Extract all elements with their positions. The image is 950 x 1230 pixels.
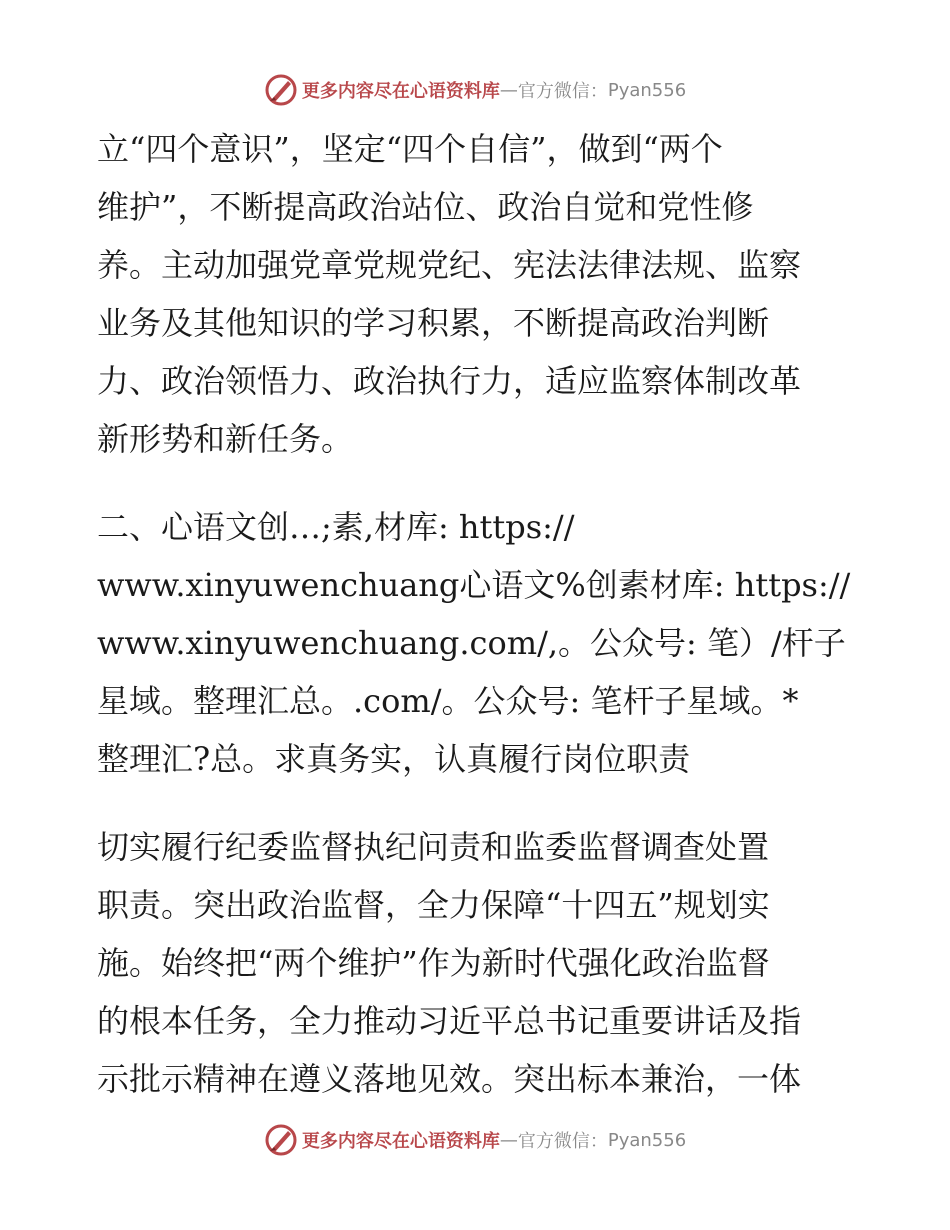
text-line: 的根本任务，全力推动习近平总书记重要讲话及指 xyxy=(97,1002,802,1040)
banner-main-text: 更多内容尽在心语资料库 xyxy=(301,81,500,102)
text-line: 职责。突出政治监督，全力保障“十四五”规划实 xyxy=(97,886,770,924)
text-line: 整理汇?总。求真务实，认真履行岗位职责 xyxy=(97,740,691,778)
text-line: 力、政治领悟力、政治执行力，适应监察体制改革 xyxy=(97,362,802,400)
pen-seal-logo-icon xyxy=(264,73,298,107)
text-line: 立“四个意识”，坚定“四个自信”，做到“两个 xyxy=(97,130,723,168)
text-line: 切实履行纪委监督执纪问责和监委监督调查处置 xyxy=(97,828,770,866)
text-line: 施。始终把“两个维护”作为新时代强化政治监督 xyxy=(97,944,770,982)
header-banner xyxy=(0,70,950,110)
text-line: 星域。整理汇总。.com/。公众号: 笔杆子星域。* xyxy=(97,682,799,720)
banner-dash: — xyxy=(499,79,518,101)
paragraph-2-section-heading xyxy=(97,498,857,788)
text-line: 维护”，不断提高政治站位、政治自觉和党性修 xyxy=(97,188,754,226)
banner-wechat-id: Pyan556 xyxy=(607,1129,687,1151)
banner-wechat-id: Pyan556 xyxy=(607,79,687,101)
text-line: 新形势和新任务。 xyxy=(97,420,354,458)
text-line: www.xinyuwenchuang.com/,。公众号: 笔）/杆子 xyxy=(97,624,846,662)
text-line: www.xinyuwenchuang心语文%创素材库: https:// xyxy=(97,566,851,604)
banner-official-label: 官方微信： xyxy=(517,1131,608,1152)
paragraph-3 xyxy=(97,818,857,1108)
pen-seal-logo-icon xyxy=(264,1123,298,1157)
banner-official-label: 官方微信： xyxy=(517,81,608,102)
text-line: 养。主动加强党章党规党纪、宪法法律法规、监察 xyxy=(97,246,802,284)
text-line: 示批示精神在遵义落地见效。突出标本兼治，一体 xyxy=(97,1060,802,1098)
paragraph-1 xyxy=(97,120,857,468)
text-line: 业务及其他知识的学习积累，不断提高政治判断 xyxy=(97,304,770,342)
text-line: 二、心语文创…;素,材库: https:// xyxy=(97,508,575,546)
banner-dash: — xyxy=(499,1129,518,1151)
document-body xyxy=(97,120,857,1108)
footer-banner xyxy=(0,1120,950,1160)
banner-main-text: 更多内容尽在心语资料库 xyxy=(301,1131,500,1152)
